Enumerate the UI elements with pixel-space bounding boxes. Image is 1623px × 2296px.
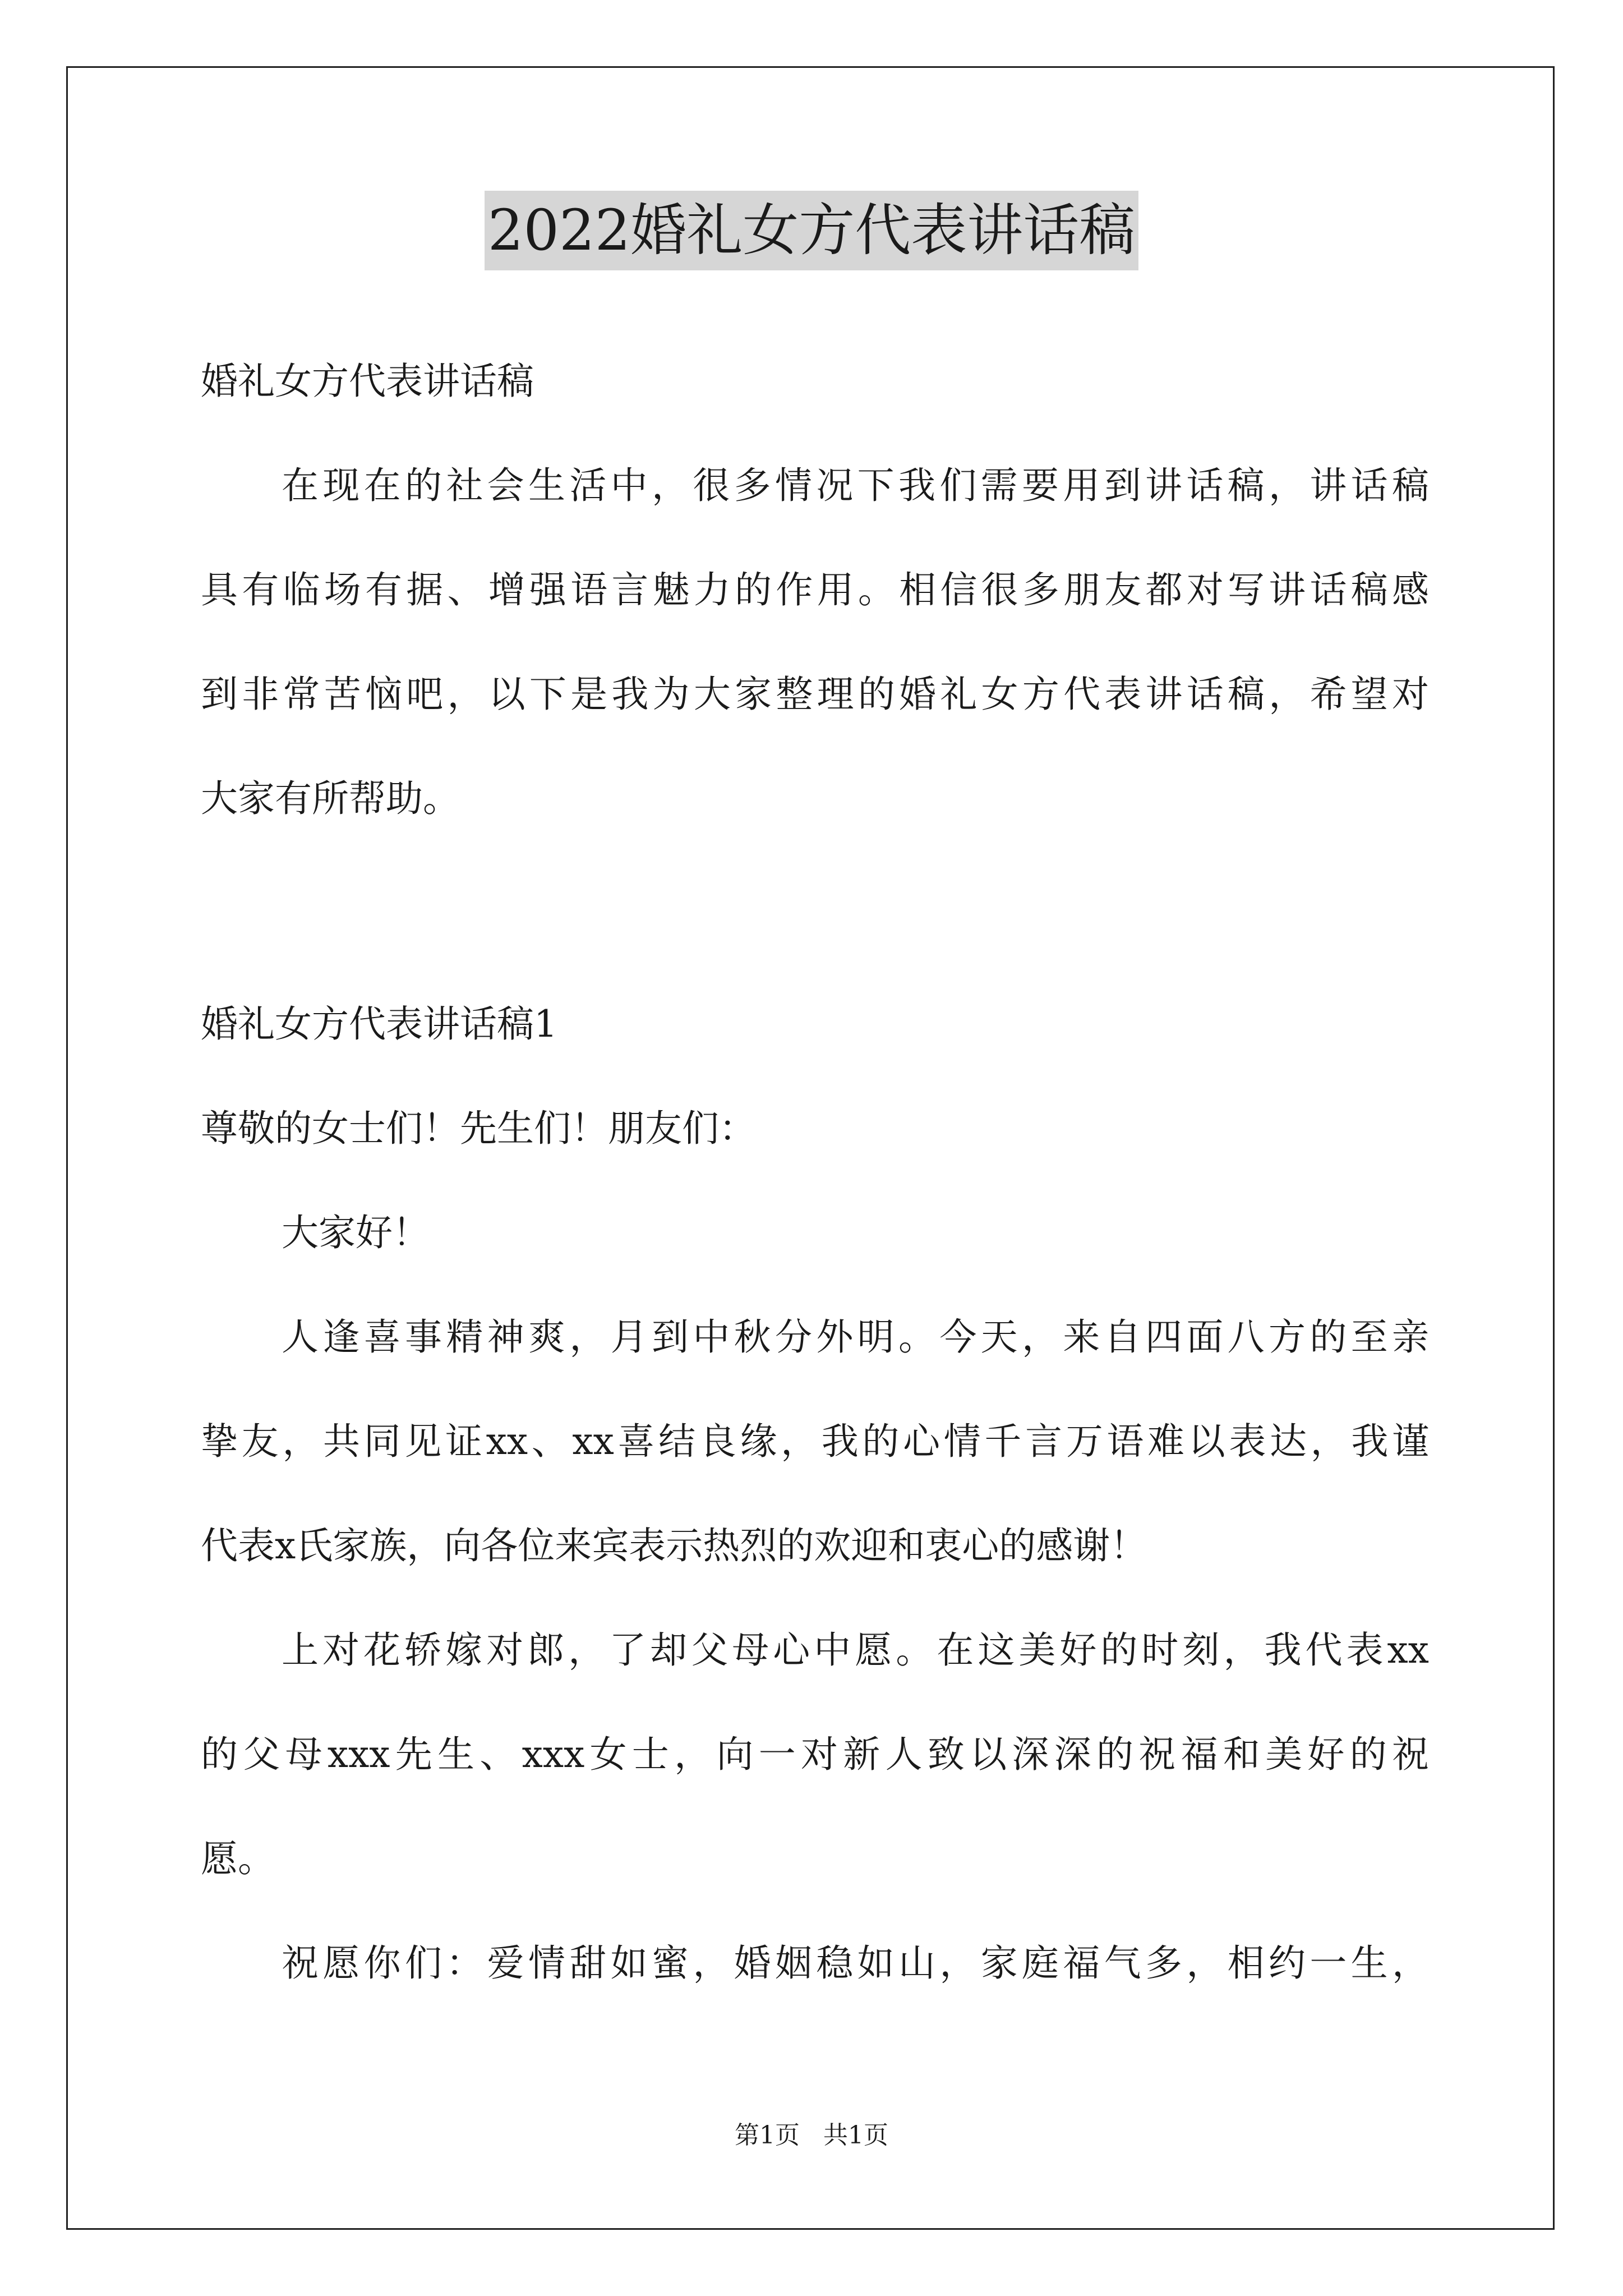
- title-container: [0, 191, 1623, 270]
- page-number-footer: 第1页 共1页: [735, 2121, 888, 2150]
- greeting-line: 大家好！: [282, 1211, 430, 1254]
- section-heading: 婚礼女方代表讲话稿: [201, 360, 534, 403]
- section-heading: 婚礼女方代表讲话稿1: [201, 1002, 557, 1046]
- paragraph-line: 祝愿你们：爱情甜如蜜，婚姻稳如山，家庭福气多，相约一生，: [282, 1941, 1429, 1985]
- paragraph-line: 人逢喜事精神爽，月到中秋分外明。今天，来自四面八方的至亲: [282, 1315, 1429, 1359]
- paragraph-line: 愿。: [201, 1837, 275, 1880]
- paragraph-line: 挚友，共同见证xx、xx喜结良缘，我的心情千言万语难以表达，我谨: [201, 1420, 1429, 1463]
- paragraph-line: 到非常苦恼吧，以下是我为大家整理的婚礼女方代表讲话稿，希望对: [201, 673, 1429, 716]
- paragraph-line: 上对花轿嫁对郎，了却父母心中愿。在这美好的时刻，我代表xx: [282, 1628, 1429, 1672]
- paragraph-line: 大家有所帮助。: [201, 777, 460, 820]
- paragraph-line: 代表x氏家族，向各位来宾表示热烈的欢迎和衷心的感谢！: [201, 1524, 1147, 1567]
- salutation-line: 尊敬的女士们！先生们！朋友们：: [201, 1107, 756, 1150]
- document-title: 2022婚礼女方代表讲话稿: [485, 191, 1139, 270]
- paragraph-line: 的父母xxx先生、xxx女士，向一对新人致以深深的祝福和美好的祝: [201, 1733, 1429, 1776]
- paragraph-line: 在现在的社会生活中，很多情况下我们需要用到讲话稿，讲话稿: [282, 464, 1429, 507]
- paragraph-line: 具有临场有据、增强语言魅力的作用。相信很多朋友都对写讲话稿感: [201, 568, 1429, 611]
